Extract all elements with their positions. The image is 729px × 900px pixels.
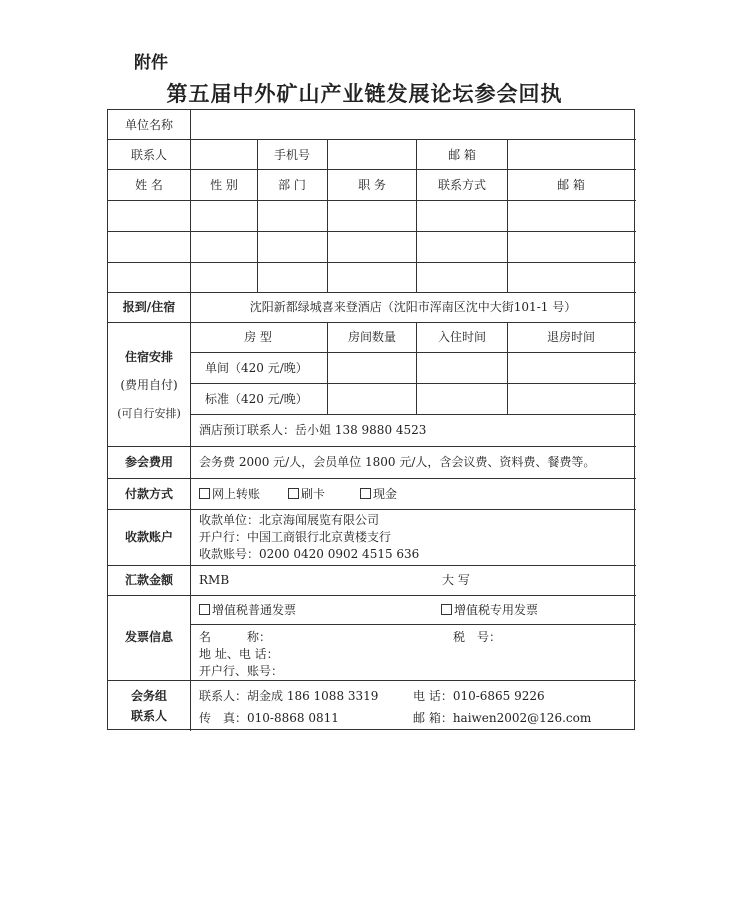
organizer-contact: 联系人：胡金成 186 1088 3319 [199, 689, 379, 703]
col-header-room-count: 房间数量 [347, 330, 397, 344]
row-divider [190, 624, 636, 625]
organizer-label-line2: 联系人 [130, 709, 168, 723]
payment-option-online[interactable]: 网上转账 [199, 487, 260, 501]
lodging-label: 住宿安排 [124, 350, 174, 364]
col-divider [257, 139, 258, 292]
hotel-label: 报到/住宿 [122, 300, 176, 314]
account-label: 收款账户 [124, 530, 174, 544]
row-divider [108, 595, 636, 596]
account-bank: 开户行：中国工商银行北京黄楼支行 [199, 530, 392, 544]
row-divider [108, 200, 636, 201]
row-divider [190, 414, 636, 415]
col-divider [327, 139, 328, 292]
page-title: 第五届中外矿山产业链发展论坛参会回执 [166, 82, 563, 106]
room-type-single: 单间（420 元/晚） [205, 361, 308, 375]
row-divider [108, 262, 636, 263]
row-divider [190, 383, 636, 384]
registration-form [107, 109, 635, 730]
account-payee: 收款单位：北京海闻展览有限公司 [199, 513, 380, 527]
col-divider [190, 110, 191, 731]
col-header-contact: 联系方式 [437, 178, 487, 192]
invoice-name-label: 名 称： [199, 630, 272, 644]
invoice-address-label: 地 址、电 话： [199, 647, 279, 661]
invoice-bank-label: 开户行、账号： [199, 664, 284, 678]
row-divider [108, 446, 636, 447]
hotel-booking-contact: 酒店预订联系人：岳小姐 138 9880 4523 [199, 423, 427, 437]
checkbox-icon[interactable] [360, 488, 371, 499]
col-header-checkout: 退房时间 [546, 330, 596, 344]
col-divider [416, 322, 417, 414]
row-divider [108, 478, 636, 479]
mobile-label: 手机号 [273, 148, 311, 162]
col-divider [507, 322, 508, 414]
organizer-fax: 传 真：010-8868 0811 [199, 711, 339, 725]
invoice-option-normal[interactable]: 增值税普通发票 [199, 603, 296, 617]
organizer-email: 邮 箱：haiwen2002@126.com [413, 711, 592, 725]
col-header-checkin: 入住时间 [437, 330, 487, 344]
invoice-label: 发票信息 [124, 630, 174, 644]
lodging-note: (可自行安排) [117, 407, 181, 420]
checkbox-icon[interactable] [441, 604, 452, 615]
col-header-room-type: 房 型 [244, 330, 272, 344]
invoice-tax-label: 税 号： [453, 630, 502, 644]
col-header-department: 部 门 [278, 178, 306, 192]
row-divider [108, 292, 636, 293]
col-divider [327, 322, 328, 414]
account-number: 收款账号：0200 0420 0902 4515 636 [199, 547, 420, 561]
row-divider [108, 169, 636, 170]
payment-option-card[interactable]: 刷卡 [288, 487, 325, 501]
checkbox-icon[interactable] [199, 488, 210, 499]
room-type-standard: 标准（420 元/晚） [205, 392, 308, 406]
row-divider [108, 565, 636, 566]
contact-label: 联系人 [130, 148, 168, 162]
row-divider [190, 352, 636, 353]
col-divider [416, 139, 417, 292]
invoice-option-special[interactable]: 增值税专用发票 [441, 603, 538, 617]
row-divider [108, 322, 636, 323]
hotel-address: 沈阳新都绿城喜来登酒店（沈阳市浑南区沈中大街101-1 号） [249, 300, 577, 314]
amount-currency: RMB [199, 573, 230, 587]
col-header-email: 邮 箱 [557, 178, 585, 192]
payment-label: 付款方式 [124, 487, 174, 501]
checkbox-icon[interactable] [288, 488, 299, 499]
col-header-name: 姓 名 [135, 178, 163, 192]
amount-label: 汇款金额 [124, 573, 174, 587]
amount-uppercase-label: 大 写 [442, 573, 470, 587]
col-header-position: 职 务 [358, 178, 386, 192]
fee-label: 参会费用 [124, 455, 174, 469]
attachment-label: 附件 [134, 53, 168, 73]
lodging-sub-label: (费用自付) [120, 378, 178, 392]
unit-name-label: 单位名称 [124, 118, 174, 132]
row-divider [108, 680, 636, 681]
email-label: 邮 箱 [448, 148, 476, 162]
checkbox-icon[interactable] [199, 604, 210, 615]
col-header-gender: 性 别 [210, 178, 238, 192]
row-divider [108, 139, 636, 140]
fee-value: 会务费 2000 元/人，会员单位 1800 元/人，含会议费、资料费、餐费等。 [199, 455, 596, 469]
payment-option-cash[interactable]: 现金 [360, 487, 397, 501]
row-divider [108, 231, 636, 232]
organizer-label-line1: 会务组 [130, 689, 168, 703]
col-divider [507, 139, 508, 292]
organizer-phone: 电 话：010-6865 9226 [413, 689, 545, 703]
row-divider [108, 509, 636, 510]
